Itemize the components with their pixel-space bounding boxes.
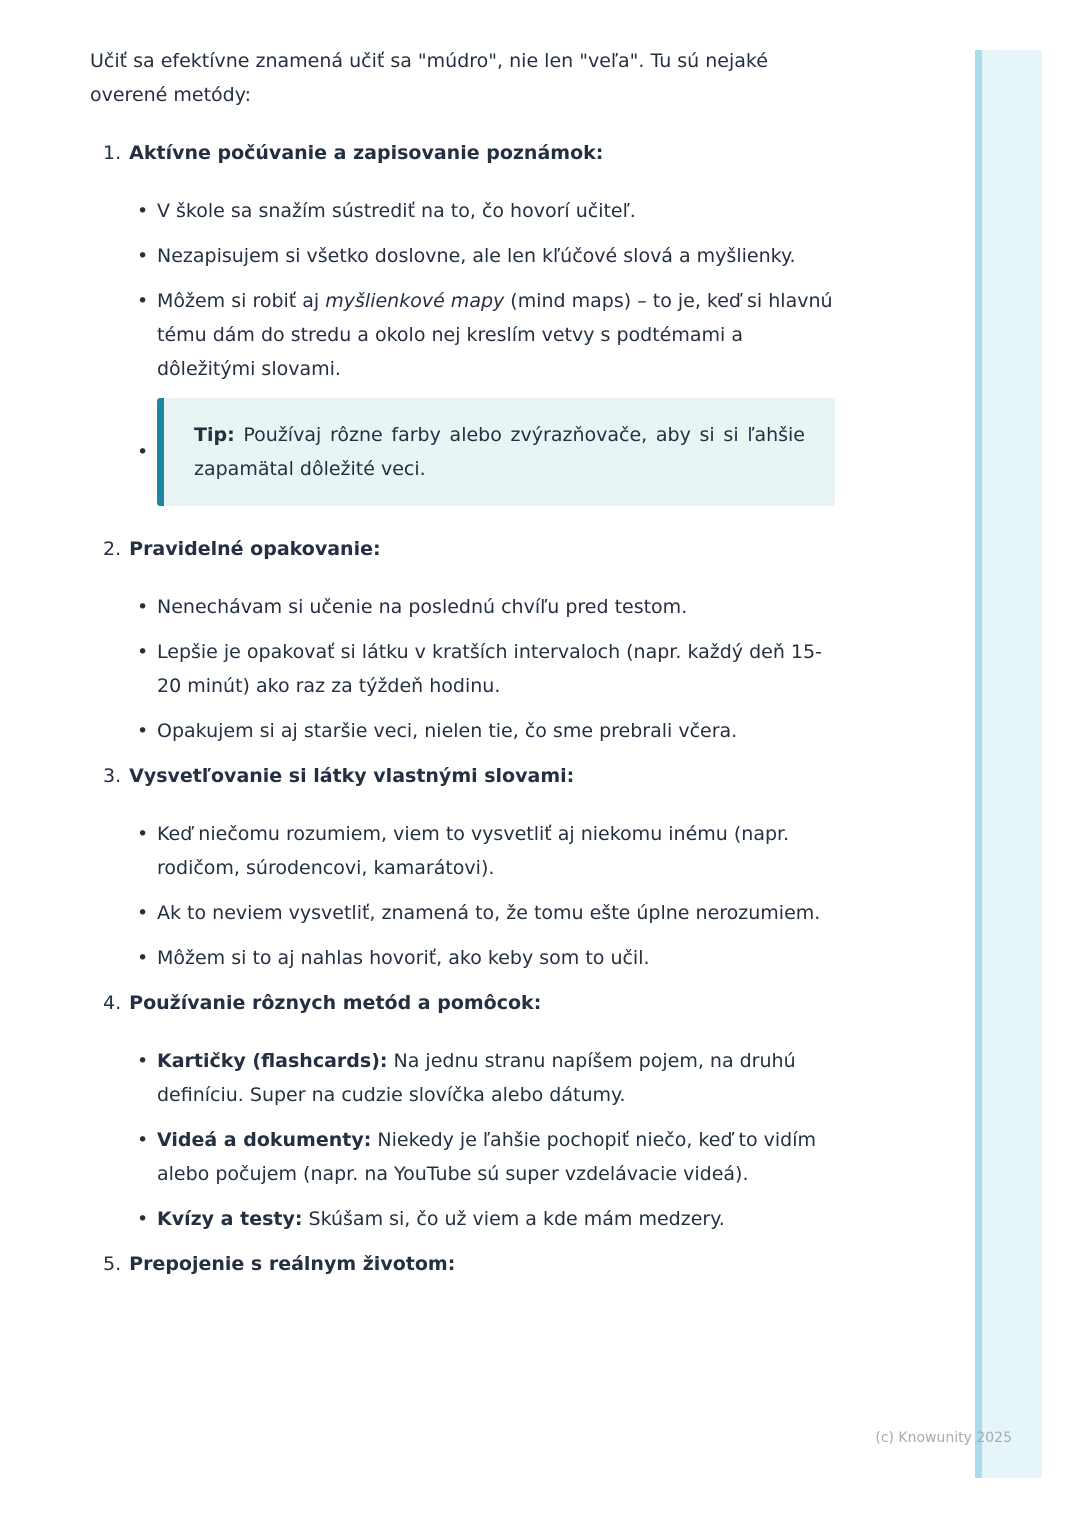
page-side-stripe [975,50,1042,1478]
list-item [137,284,835,386]
bullet-text: (mind maps) – to je, keď si hlavnú tému dám do stredu a okolo nej kreslím vetvy s podtémami a dôležitými slovami. [157,290,833,380]
section-3-number: 3. [103,765,122,787]
section-4-number: 4. [103,992,122,1014]
list-item [137,1202,835,1236]
section-2-title: Pravidelné opakovanie: [129,538,381,560]
list-item [137,194,835,228]
section-2-bullets [90,590,835,748]
section-3-heading [90,759,835,793]
list-item [137,1123,835,1191]
bullet-text: Môžem si to aj nahlas hovoriť, ako keby som to učil. [157,947,650,969]
section-5-heading [90,1247,835,1281]
section-1-title: Aktívne počúvanie a zapisovanie poznámok: [129,142,604,164]
bullet-lead-text: Kvízy a testy: [157,1208,303,1230]
section-4-title: Používanie rôznych metód a pomôcok: [129,992,542,1014]
section-5-title: Prepojenie s reálnym životom: [129,1253,456,1275]
intro-paragraph: Učiť sa efektívne znamená učiť sa "múdro", nie len "veľa". Tu sú nejaké overené metódy: [90,50,768,106]
tip-label: Tip: [194,424,235,446]
bullet-dot: • [137,441,149,463]
section-2-heading [90,532,835,566]
bullet-text: Opakujem si aj staršie veci, nielen tie, čo sme prebrali včera. [157,720,738,742]
list-item [137,896,835,930]
section-5-number: 5. [103,1253,122,1275]
footer-copyright: (c) Knowunity 2025 [875,1430,1012,1446]
section-4-bullets [90,1044,835,1236]
bullet-lead-text: Videá a dokumenty: [157,1129,372,1151]
document-content [90,0,835,1305]
list-item [137,941,835,975]
section-1-bullets [90,194,835,506]
bullet-text: Keď niečomu rozumiem, viem to vysvetliť aj niekomu inému (napr. rodičom, súrodencovi, kamarátovi). [157,823,790,879]
bullet-italic-text: myšlienkové mapy [325,290,505,312]
bullet-text: Skúšam si, čo už viem a kde mám medzery. [302,1208,725,1230]
section-3-title: Vysvetľovanie si látky vlastnými slovami: [129,765,575,787]
bullet-text: Nezapisujem si všetko doslovne, ale len kľúčové slová a myšlienky. [157,245,796,267]
list-item [137,590,835,624]
bullet-text: Lepšie je opakovať si látku v kratších intervaloch (napr. každý deň 15-20 minút) ako raz za týždeň hodinu. [157,641,822,697]
tip-list-item [137,398,835,506]
bullet-text: Nenechávam si učenie na poslednú chvíľu pred testom. [157,596,688,618]
tip-text: Používaj rôzne farby alebo zvýrazňovače, aby si si ľahšie zapamätal dôležité veci. [194,424,805,480]
bullet-text: Ak to neviem vysvetliť, znamená to, že tomu ešte úplne nerozumiem. [157,902,821,924]
bullet-text: V škole sa snažím sústrediť na to, čo hovorí učiteľ. [157,200,636,222]
section-1-number: 1. [103,142,122,164]
section-3-bullets [90,817,835,975]
bullet-text: Môžem si robiť aj [157,290,326,312]
bullet-text: Niekedy je ľahšie pochopiť niečo, keď to vidím alebo počujem (napr. na YouTube sú super vzdelávacie videá). [157,1129,817,1185]
bullet-text: Na jednu stranu napíšem pojem, na druhú definíciu. Super na cudzie slovíčka alebo dátumy. [157,1050,796,1106]
list-item [137,1044,835,1112]
list-item [137,239,835,273]
section-2-number: 2. [103,538,122,560]
bullet-lead-text: Kartičky (flashcards): [157,1050,388,1072]
tip-box [157,398,835,506]
section-4-heading [90,986,835,1020]
list-item [137,817,835,885]
list-item [137,714,835,748]
section-1-heading [90,136,835,170]
list-item [137,635,835,703]
